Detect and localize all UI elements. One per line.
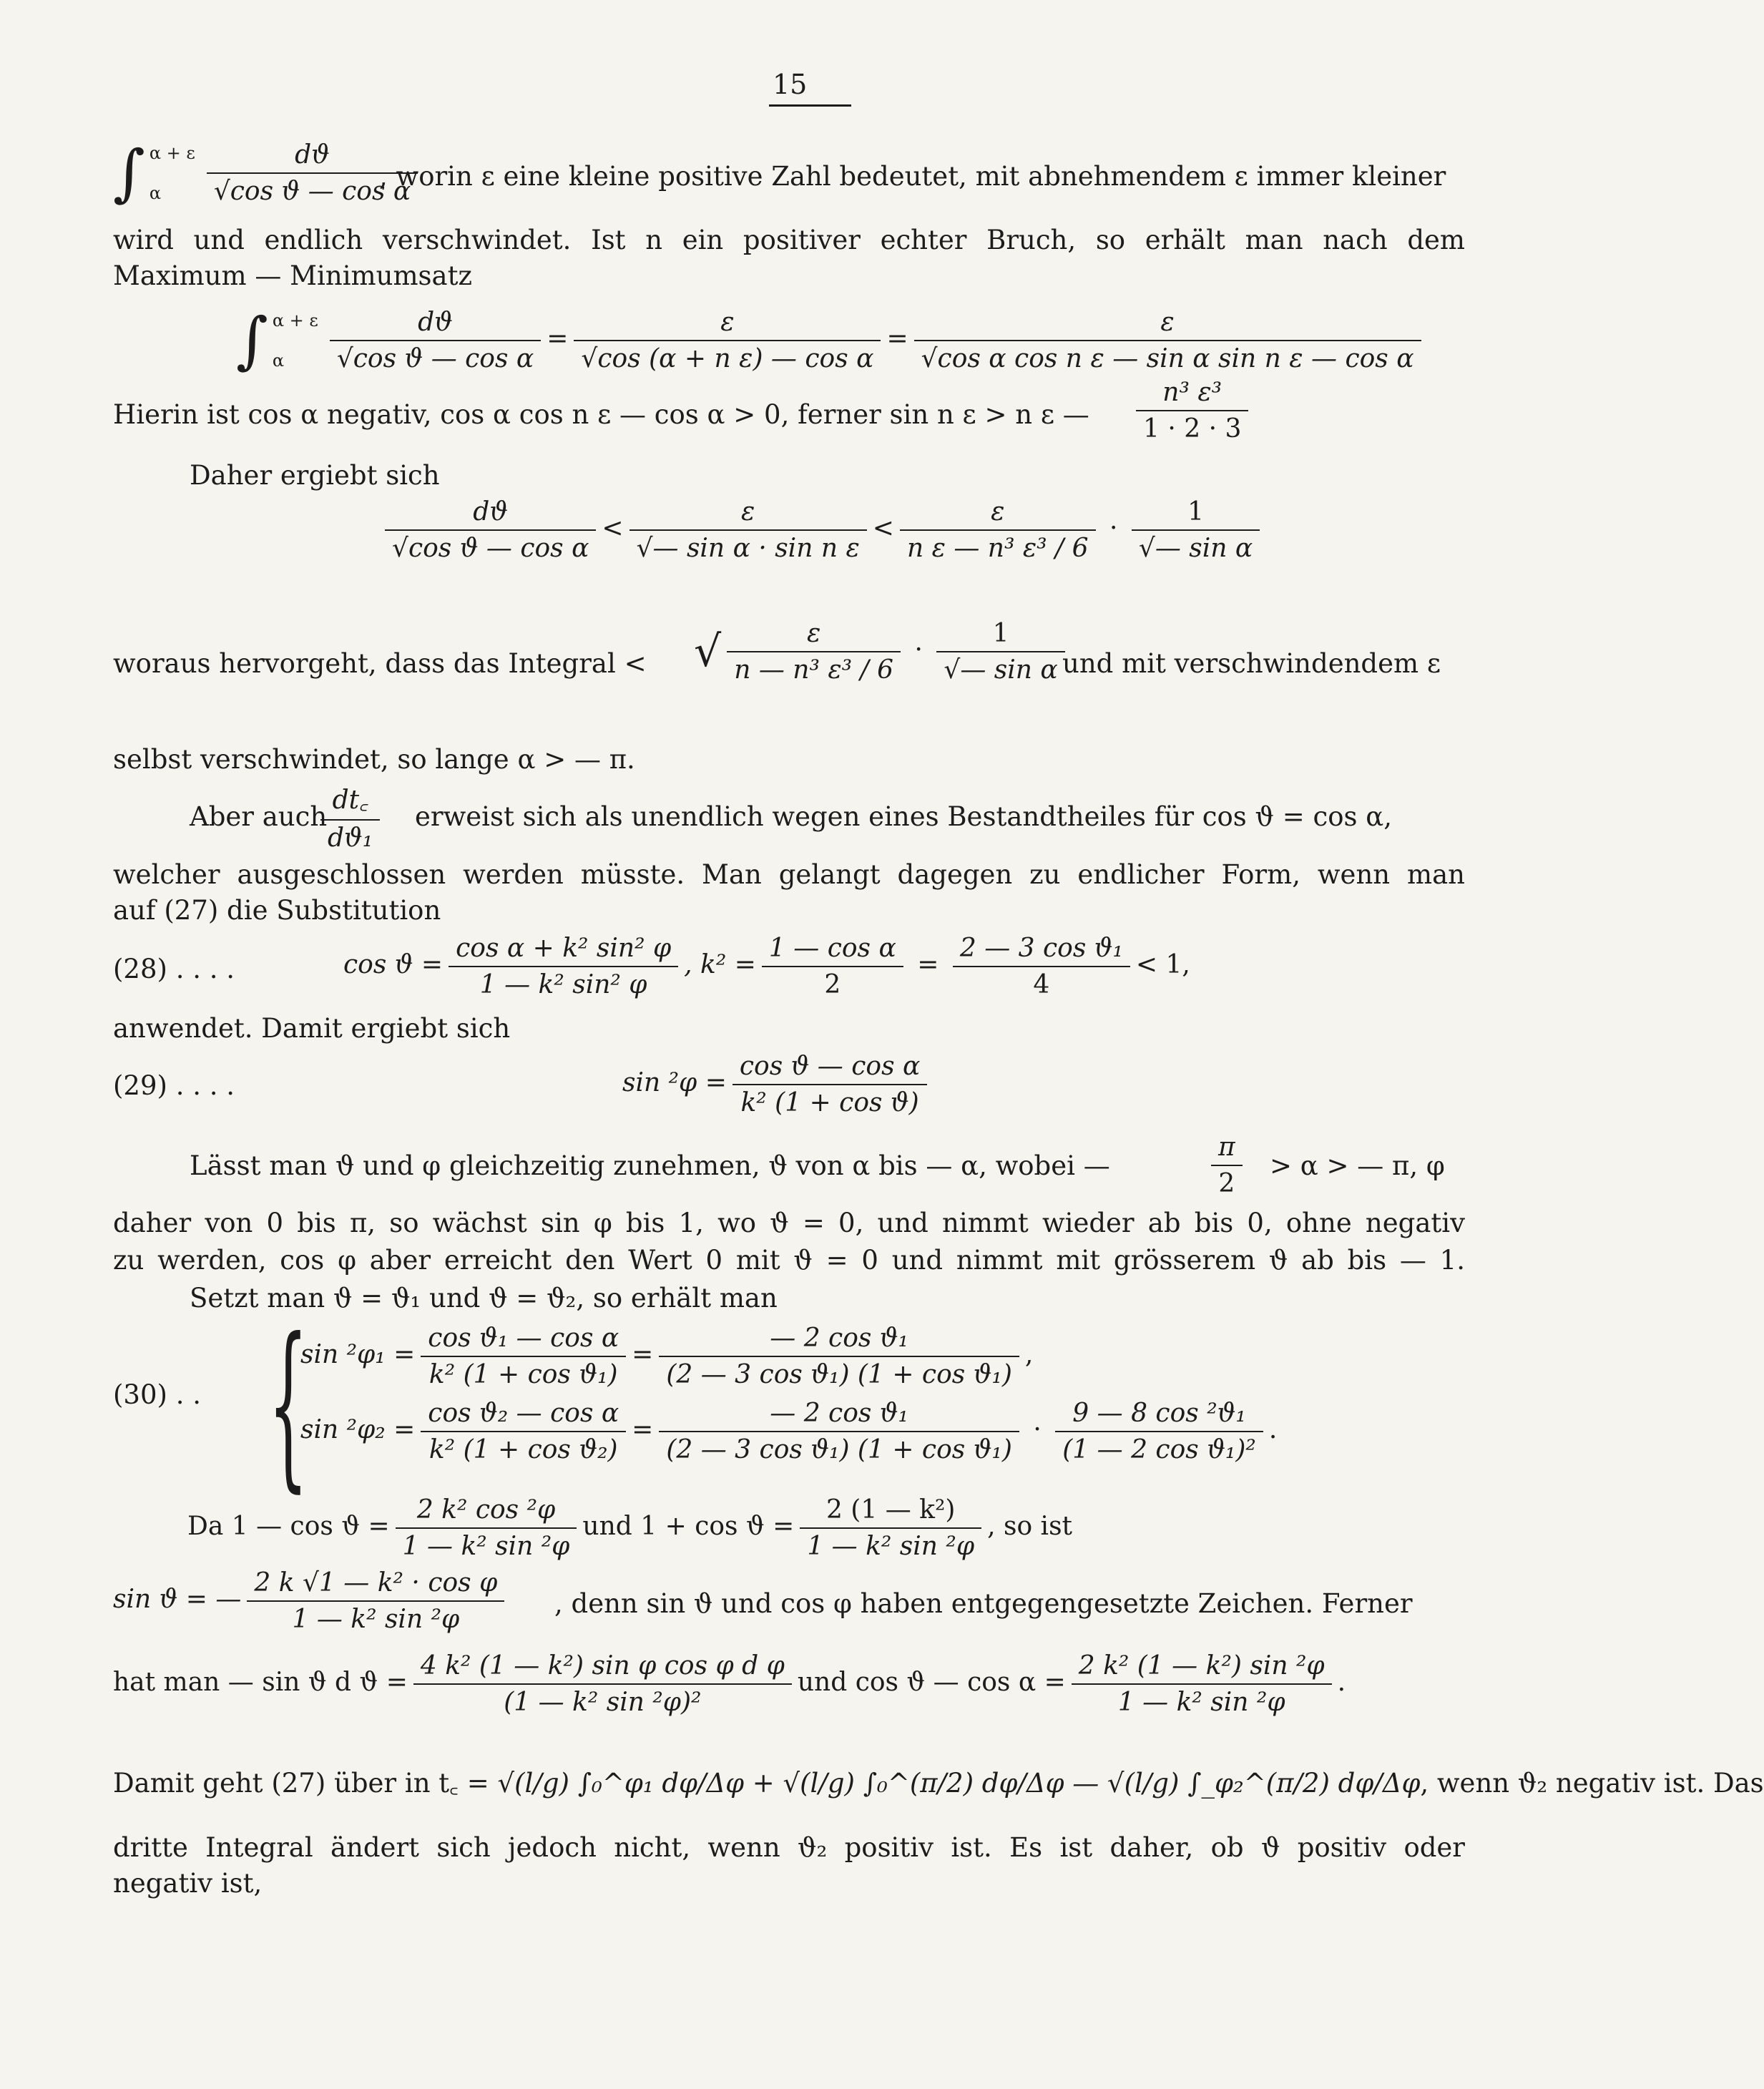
- paragraph-6-line-4: Setzt man ϑ = ϑ₁ und ϑ = ϑ₂, so erhält man: [190, 1283, 778, 1313]
- paragraph-4-line-2: welcher ausgeschlossen werden müsste. Man gelangt dagegen zu endlicher Form, wenn man: [113, 859, 1465, 890]
- paragraph-4-rest: erweist sich als unendlich wegen eines Bestandtheiles für cos ϑ = cos α,: [415, 801, 1392, 832]
- equation-28-label: (28) . . . .: [113, 954, 235, 984]
- paragraph-6-line-1: Lässt man ϑ und φ gleichzeitig zunehmen, ϑ von α bis — α, wobei —: [190, 1150, 1110, 1181]
- paragraph-1-line-3: Maximum — Minimumsatz: [113, 260, 472, 291]
- paragraph-10-line-3: negativ ist,: [113, 1868, 263, 1899]
- equation-30-row-2: sin ²φ₂ = $\frac{\text{cos ϑ₂ — cos α}}{\text{k² (1 + cos ϑ₂)}}$ = $\frac{\text{— 2 cos ϑ₁}}{\text{(2 — 3 cos ϑ₁) (1 + cos ϑ₁)}}$ · $\frac{\text{9 — 8 cos ²ϑ₁}}{\text{(1 — 2 cos ϑ₁)²}}$ .: [300, 1399, 1278, 1464]
- integral-bound: √ $\frac{\varepsilon}{\text{n — n³ ε³ / 6}}$ · $\frac{1}{\text{√— sin α}}$: [694, 619, 1071, 685]
- equation-28: cos ϑ = $\frac{\text{cos α + k² sin² φ}}{\text{1 — k² sin² φ}}$ , k² = $\frac{\text{1 — cos α}}{2}$ = $\frac{\text{2 — 3 cos ϑ₁}}{4}$ < 1,: [343, 934, 1190, 999]
- equation-29: sin ²φ = $\frac{\text{cos ϑ — cos α}}{\text{k² (1 + cos ϑ)}}$: [622, 1052, 933, 1117]
- paragraph-1-line-1: , worin ε eine kleine positive Zahl bedeutet, mit abnehmendem ε immer kleiner: [379, 161, 1446, 192]
- paragraph-3-woraus: woraus hervorgeht, dass das Integral <: [113, 648, 647, 679]
- hierin-fraction: $\frac{\text{n³ ε³}}{1 \cdot 2 \cdot 3}$: [1130, 378, 1254, 444]
- paragraph-3-line-2: selbst verschwindet, so lange α > — π.: [113, 744, 635, 775]
- paragraph-4-aber: Aber auch: [190, 801, 328, 832]
- equation-mean-value: ∫ α + ε α $\frac{dϑ}{\text{√cos ϑ — cos α}}$ = $\frac{\varepsilon}{\text{√cos (α + n ε) — cos α}}$ = $\frac{\varepsilon}{\text{√cos α cos n ε — sin α sin n ε — cos α}}$: [236, 300, 1427, 381]
- paragraph-1-line-2: wird und endlich verschwindet. Ist n ein positiver echter Bruch, so erhält man nach dem: [113, 225, 1465, 255]
- equation-30-brace: {: [268, 1300, 308, 1508]
- paragraph-4-line-3: auf (27) die Substitution: [113, 895, 441, 926]
- paragraph-3-end: und mit verschwindendem ε: [1062, 648, 1441, 679]
- page-number: 15: [773, 69, 808, 100]
- paragraph-8-rest: , denn sin ϑ und cos φ haben entgegengesetzte Zeichen. Ferner: [554, 1588, 1413, 1619]
- intro-integral: ∫ α + ε α $\frac{dϑ}{\text{√cos ϑ — cos α}}$: [113, 133, 423, 213]
- paragraph-10-line-2: dritte Integral ändert sich jedoch nicht, wenn ϑ₂ positiv ist. Es ist daher, ob ϑ positiv oder: [113, 1832, 1465, 1863]
- paragraph-2-daher: Daher ergiebt sich: [190, 460, 440, 491]
- paragraph-2-hierin: Hierin ist cos α negativ, cos α cos n ε — cos α > 0, ferner sin n ε > n ε —: [113, 399, 1089, 430]
- equation-29-label: (29) . . . .: [113, 1070, 235, 1101]
- paragraph-7: Da 1 — cos ϑ = $\frac{\text{2 k² cos ²φ}}{\text{1 — k² sin ²φ}}$ und 1 + cos ϑ = $\frac{\text{2 (1 — k²)}}{\text{1 — k² sin ²φ}}$ , so ist: [187, 1495, 1073, 1561]
- paragraph-6-line-1-end: > α > — π, φ: [1270, 1150, 1445, 1181]
- page-number-rule: [769, 104, 851, 107]
- paragraph-6-line-3: zu werden, cos φ aber erreicht den Wert 0 mit ϑ = 0 und nimmt mit grösserem ϑ ab bis — 1.: [113, 1245, 1465, 1276]
- equation-30-label: (30) . .: [113, 1379, 201, 1410]
- paragraph-9: hat man — sin ϑ d ϑ = $\frac{\text{4 k² (1 — k²) sin φ cos φ d φ}}{\text{(1 — k² sin ²φ)²}}$ und cos ϑ — cos α = $\frac{\text{2 k² (1 — k²) sin ²φ}}{\text{1 — k² sin ²φ}}$ .: [113, 1651, 1346, 1717]
- paragraph-6-line-2: daher von 0 bis π, so wächst sin φ bis 1, wo ϑ = 0, und nimmt wieder ab bis 0, ohne negativ: [113, 1208, 1465, 1238]
- pi-half-fraction: $\frac{\pi}{2}$: [1205, 1132, 1248, 1198]
- dt-fraction: $\frac{dt꜀}{\text{dϑ₁}}$: [315, 781, 386, 853]
- equation-inequality: $\frac{dϑ}{\text{√cos ϑ — cos α}}$ < $\frac{\varepsilon}{\text{√— sin α · sin n ε}}$ < $\frac{\varepsilon}{\text{n ε — n³ ε³ / 6}}$ · $\frac{1}{\text{√— sin α}}$: [379, 497, 1265, 563]
- paragraph-8-formula: sin ϑ = — $\frac{\text{2 k √1 — k² · cos φ}}{\text{1 — k² sin ²φ}}$: [113, 1568, 510, 1634]
- paragraph-5-anwendet: anwendet. Damit ergiebt sich: [113, 1013, 511, 1044]
- equation-30-row-1: sin ²φ₁ = $\frac{\text{cos ϑ₁ — cos α}}{\text{k² (1 + cos ϑ₁)}}$ = $\frac{\text{— 2 cos ϑ₁}}{\text{(2 — 3 cos ϑ₁) (1 + cos ϑ₁)}}$ ,: [300, 1324, 1034, 1389]
- paragraph-10-line-1: Damit geht (27) über in t꜀ = √(l/g) ∫₀^φ₁ dφ/Δφ + √(l/g) ∫₀^(π/2) dφ/Δφ — √(l/g) ∫_φ₂^(π/2) dφ/Δφ, wenn ϑ₂ negativ ist. Das: [113, 1768, 1764, 1799]
